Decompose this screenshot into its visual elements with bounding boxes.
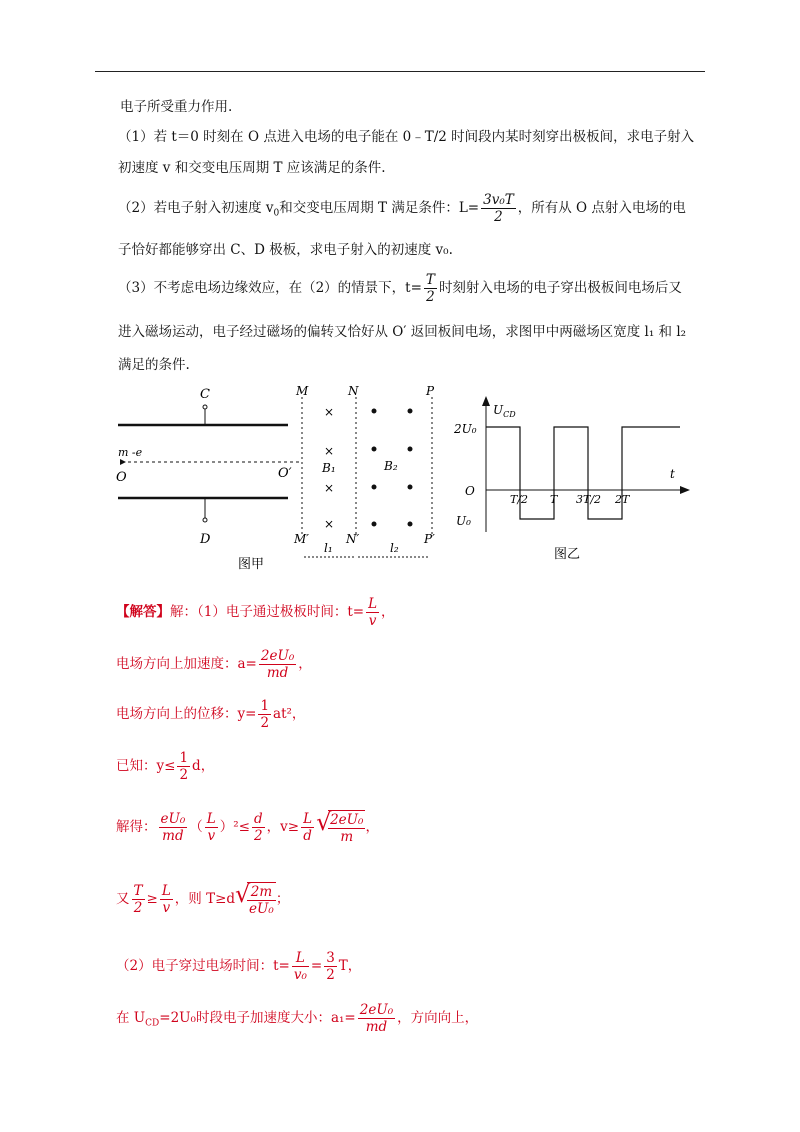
solution-step-4: [116, 750, 726, 783]
s6-c-num: √ 2m: [247, 884, 276, 901]
terminal-d: [203, 518, 207, 522]
label-b2: B₂: [384, 459, 398, 473]
field-out-icon: [408, 485, 413, 490]
label-n-prime: N′: [346, 532, 360, 546]
question-3-line-2: 进入磁场运动，电子经过磁场的偏转又恰好从 O′ 返回板间电场，求图甲中两磁场区宽度 l₁ 和 l₂: [118, 324, 687, 340]
label-n: N: [348, 384, 359, 398]
problem-line-1: 电子所受重力作用.: [120, 99, 233, 115]
s8-fraction: [358, 1002, 395, 1035]
terminal-c: [203, 405, 207, 409]
s2-fraction: [259, 648, 296, 681]
s6-a-num: T: [133, 883, 143, 899]
question-3-line-3: 满足的条件.: [118, 357, 190, 373]
label-2u0: 2U₀: [454, 422, 477, 436]
s5-b-open: （: [189, 819, 203, 835]
q3-prefix: （3）不考虑电场边缘效应，在（2）的情景下，t=: [118, 280, 422, 296]
label-p-prime: P′: [424, 532, 435, 546]
s6-mid: ，则 T≥d: [174, 891, 236, 907]
label-p: P: [426, 384, 435, 398]
s4-num: 1: [179, 750, 189, 766]
s5-b-close: ）²≤: [219, 819, 250, 835]
solution-step-2: [116, 648, 726, 681]
label-o-prime: O′: [278, 466, 292, 481]
s6-b-fraction: [160, 883, 173, 916]
field-out-icon: [372, 485, 377, 490]
solution-step-8: [116, 1002, 726, 1035]
s5-c-den: 2: [254, 828, 263, 844]
header-rule: [95, 71, 705, 72]
s7-suffix: T，: [338, 958, 362, 974]
label-m-prime: M′: [294, 532, 310, 546]
s7-b-fraction: [324, 950, 337, 983]
question-2-line-1: （2）若电子射入初速度 $v_0$和交变电压周期 T 满足条件：L= $\frac{\text{3v₀T}}{2}$ ，所有从 O 点射入电场的电: [118, 192, 686, 225]
field-out-icon: [372, 409, 377, 414]
solution-header: 【解答】: [116, 604, 170, 620]
s2-den: md: [266, 665, 289, 681]
q3-frac-num: T: [425, 272, 435, 288]
s5-suffix: ，: [365, 819, 379, 835]
tick-3t-half: 3T/2: [576, 493, 602, 506]
s2-prefix: 电场方向上加速度：a=: [116, 656, 257, 672]
s5-b-fraction: [205, 811, 218, 844]
q2-frac-den: 2: [494, 209, 503, 225]
q2-suffix: ，所有从 O 点射入电场的电: [517, 200, 686, 216]
physics-figure: [110, 382, 700, 577]
caption-figure-b: 图乙: [554, 547, 581, 562]
label-c: C: [200, 387, 210, 402]
t-axis-arrow: [680, 486, 690, 494]
s3-num: 1: [260, 698, 270, 714]
label-l1: l₁: [324, 541, 333, 555]
s3-prefix: 电场方向上的位移：y=: [116, 706, 257, 722]
q3-frac-den: 2: [426, 289, 435, 305]
solution-step-3: [116, 698, 726, 731]
s6-b-den: v: [162, 900, 171, 916]
q2-fraction: [481, 192, 516, 225]
solution-step-1: [116, 596, 726, 629]
s2-suffix: ，: [298, 656, 312, 672]
s5-b-num: L: [206, 811, 216, 827]
s8-prefix: 在 U: [116, 1010, 146, 1026]
tick-2t: 2T: [615, 493, 630, 506]
s7-a-den: v₀: [293, 967, 307, 983]
s2-num: 2eU₀: [260, 648, 295, 664]
tick-t: T: [550, 493, 558, 506]
s1-den: v: [368, 613, 377, 629]
question-3-line-1: [118, 272, 728, 305]
field-into-icon: ×: [324, 444, 335, 458]
s1-suffix: ，: [381, 604, 395, 620]
s5-a-den: md: [162, 828, 184, 844]
field-out-icon: [408, 409, 413, 414]
s8-sub: CD: [145, 1018, 160, 1029]
s6-a-fraction: [132, 883, 145, 916]
s6-ge: ≥: [146, 891, 158, 907]
label-l2: l₂: [390, 541, 399, 555]
s6-b-num: L: [161, 883, 171, 899]
solution-step-5: [116, 810, 726, 845]
solution-step-7: [116, 950, 726, 983]
q2-prefix: （2）若电子射入初速度 v: [118, 200, 274, 216]
field-out-icon: [372, 447, 377, 452]
question-1-line-2: 初速度 v 和交变电压周期 T 应该满足的条件.: [118, 160, 386, 176]
s4-suffix: d，: [192, 758, 215, 774]
s5-sqrt: [318, 810, 365, 845]
s5-f-fraction: [328, 810, 365, 845]
s8-den: md: [365, 1019, 388, 1035]
s4-fraction: [177, 750, 190, 783]
field-into-icon: ×: [324, 405, 335, 419]
s1-prefix: 解：（1）电子通过极板时间：t=: [170, 604, 365, 620]
label-origin: O: [465, 484, 475, 498]
s5-e-num: L: [303, 811, 313, 827]
s5-f-den: m: [340, 829, 354, 845]
s6-c-den: eU₀: [249, 901, 274, 917]
label-t-axis: t: [670, 467, 675, 481]
s8-mid: =2U₀时段电子加速度大小：a₁=: [159, 1010, 356, 1026]
s7-a-fraction: [292, 950, 309, 983]
s6-c-fraction: [247, 882, 276, 917]
label-o: O: [116, 470, 127, 485]
s8-suffix: ，方向向上，: [397, 1010, 479, 1026]
question-2-line-2: 子恰好都能够穿出 C、D 极板，求电子射入的初速度 v₀.: [118, 242, 453, 258]
field-into-icon: ×: [324, 481, 335, 495]
s3-den: 2: [260, 715, 270, 731]
s5-f-num: √ 2eU₀: [330, 812, 364, 828]
s5-b-den: v: [207, 828, 216, 844]
s5-d: ，v≥: [266, 819, 300, 835]
q3-suffix: 时刻射入电场的电子穿出极板间电场后又: [438, 280, 682, 296]
s5-c-num: d: [253, 811, 263, 827]
u-axis-arrow: [482, 396, 490, 406]
s5-e-den: d: [303, 828, 312, 844]
question-1-line-1: （1）若 t＝0 时刻在 O 点进入电场的电子能在 0﹣T/2 时间段内某时刻穿出极板间，求电子射入: [118, 129, 695, 145]
s3-fraction: [258, 698, 271, 731]
solution-step-6: [116, 882, 726, 917]
s7-b-den: 2: [326, 967, 335, 983]
tick-t-half: T/2: [510, 493, 529, 506]
entry-arrow: [120, 459, 126, 465]
label-m-e: m -e: [118, 446, 143, 459]
s3-suffix: at²，: [273, 706, 306, 722]
label-d: D: [200, 532, 211, 547]
q2-frac-num: 3v₀T: [483, 192, 514, 208]
s7-b-num: 3: [326, 950, 335, 966]
s7-a-num: L: [292, 950, 309, 967]
s6-suffix: ；: [275, 891, 290, 907]
s8-num: 2eU₀: [359, 1002, 394, 1018]
s1-num: L: [368, 596, 378, 612]
caption-figure-a: 图甲: [238, 557, 265, 572]
s5-c-fraction: [252, 811, 265, 844]
s5-e-fraction: [301, 811, 314, 844]
q2-mid: 和交变电压周期 T 满足条件：L=: [279, 200, 480, 216]
field-out-icon: [408, 522, 413, 527]
s6-sqrt: [237, 882, 276, 917]
s7-prefix: （2）电子穿过电场时间：t=: [116, 958, 290, 974]
label-b1: B₁: [322, 461, 336, 475]
field-into-icon: ×: [324, 517, 335, 531]
label-m: M: [296, 384, 309, 398]
s5-a-num: eU₀: [160, 811, 186, 827]
label-u0: U₀: [456, 514, 471, 528]
s4-prefix: 已知：y≤: [116, 758, 176, 774]
label-u-axis: $U_{CD}$: [493, 403, 516, 419]
s4-den: 2: [179, 767, 189, 783]
s6-a-den: 2: [133, 900, 143, 916]
field-out-icon: [372, 522, 377, 527]
s5-a-fraction: [159, 811, 188, 844]
s6-prefix: 又: [116, 891, 130, 907]
s5-prefix: 解得：: [116, 819, 157, 835]
s7-eq: =: [310, 958, 323, 974]
s1-fraction: [366, 596, 379, 629]
q3-fraction: [424, 272, 437, 305]
field-out-icon: [408, 447, 413, 452]
